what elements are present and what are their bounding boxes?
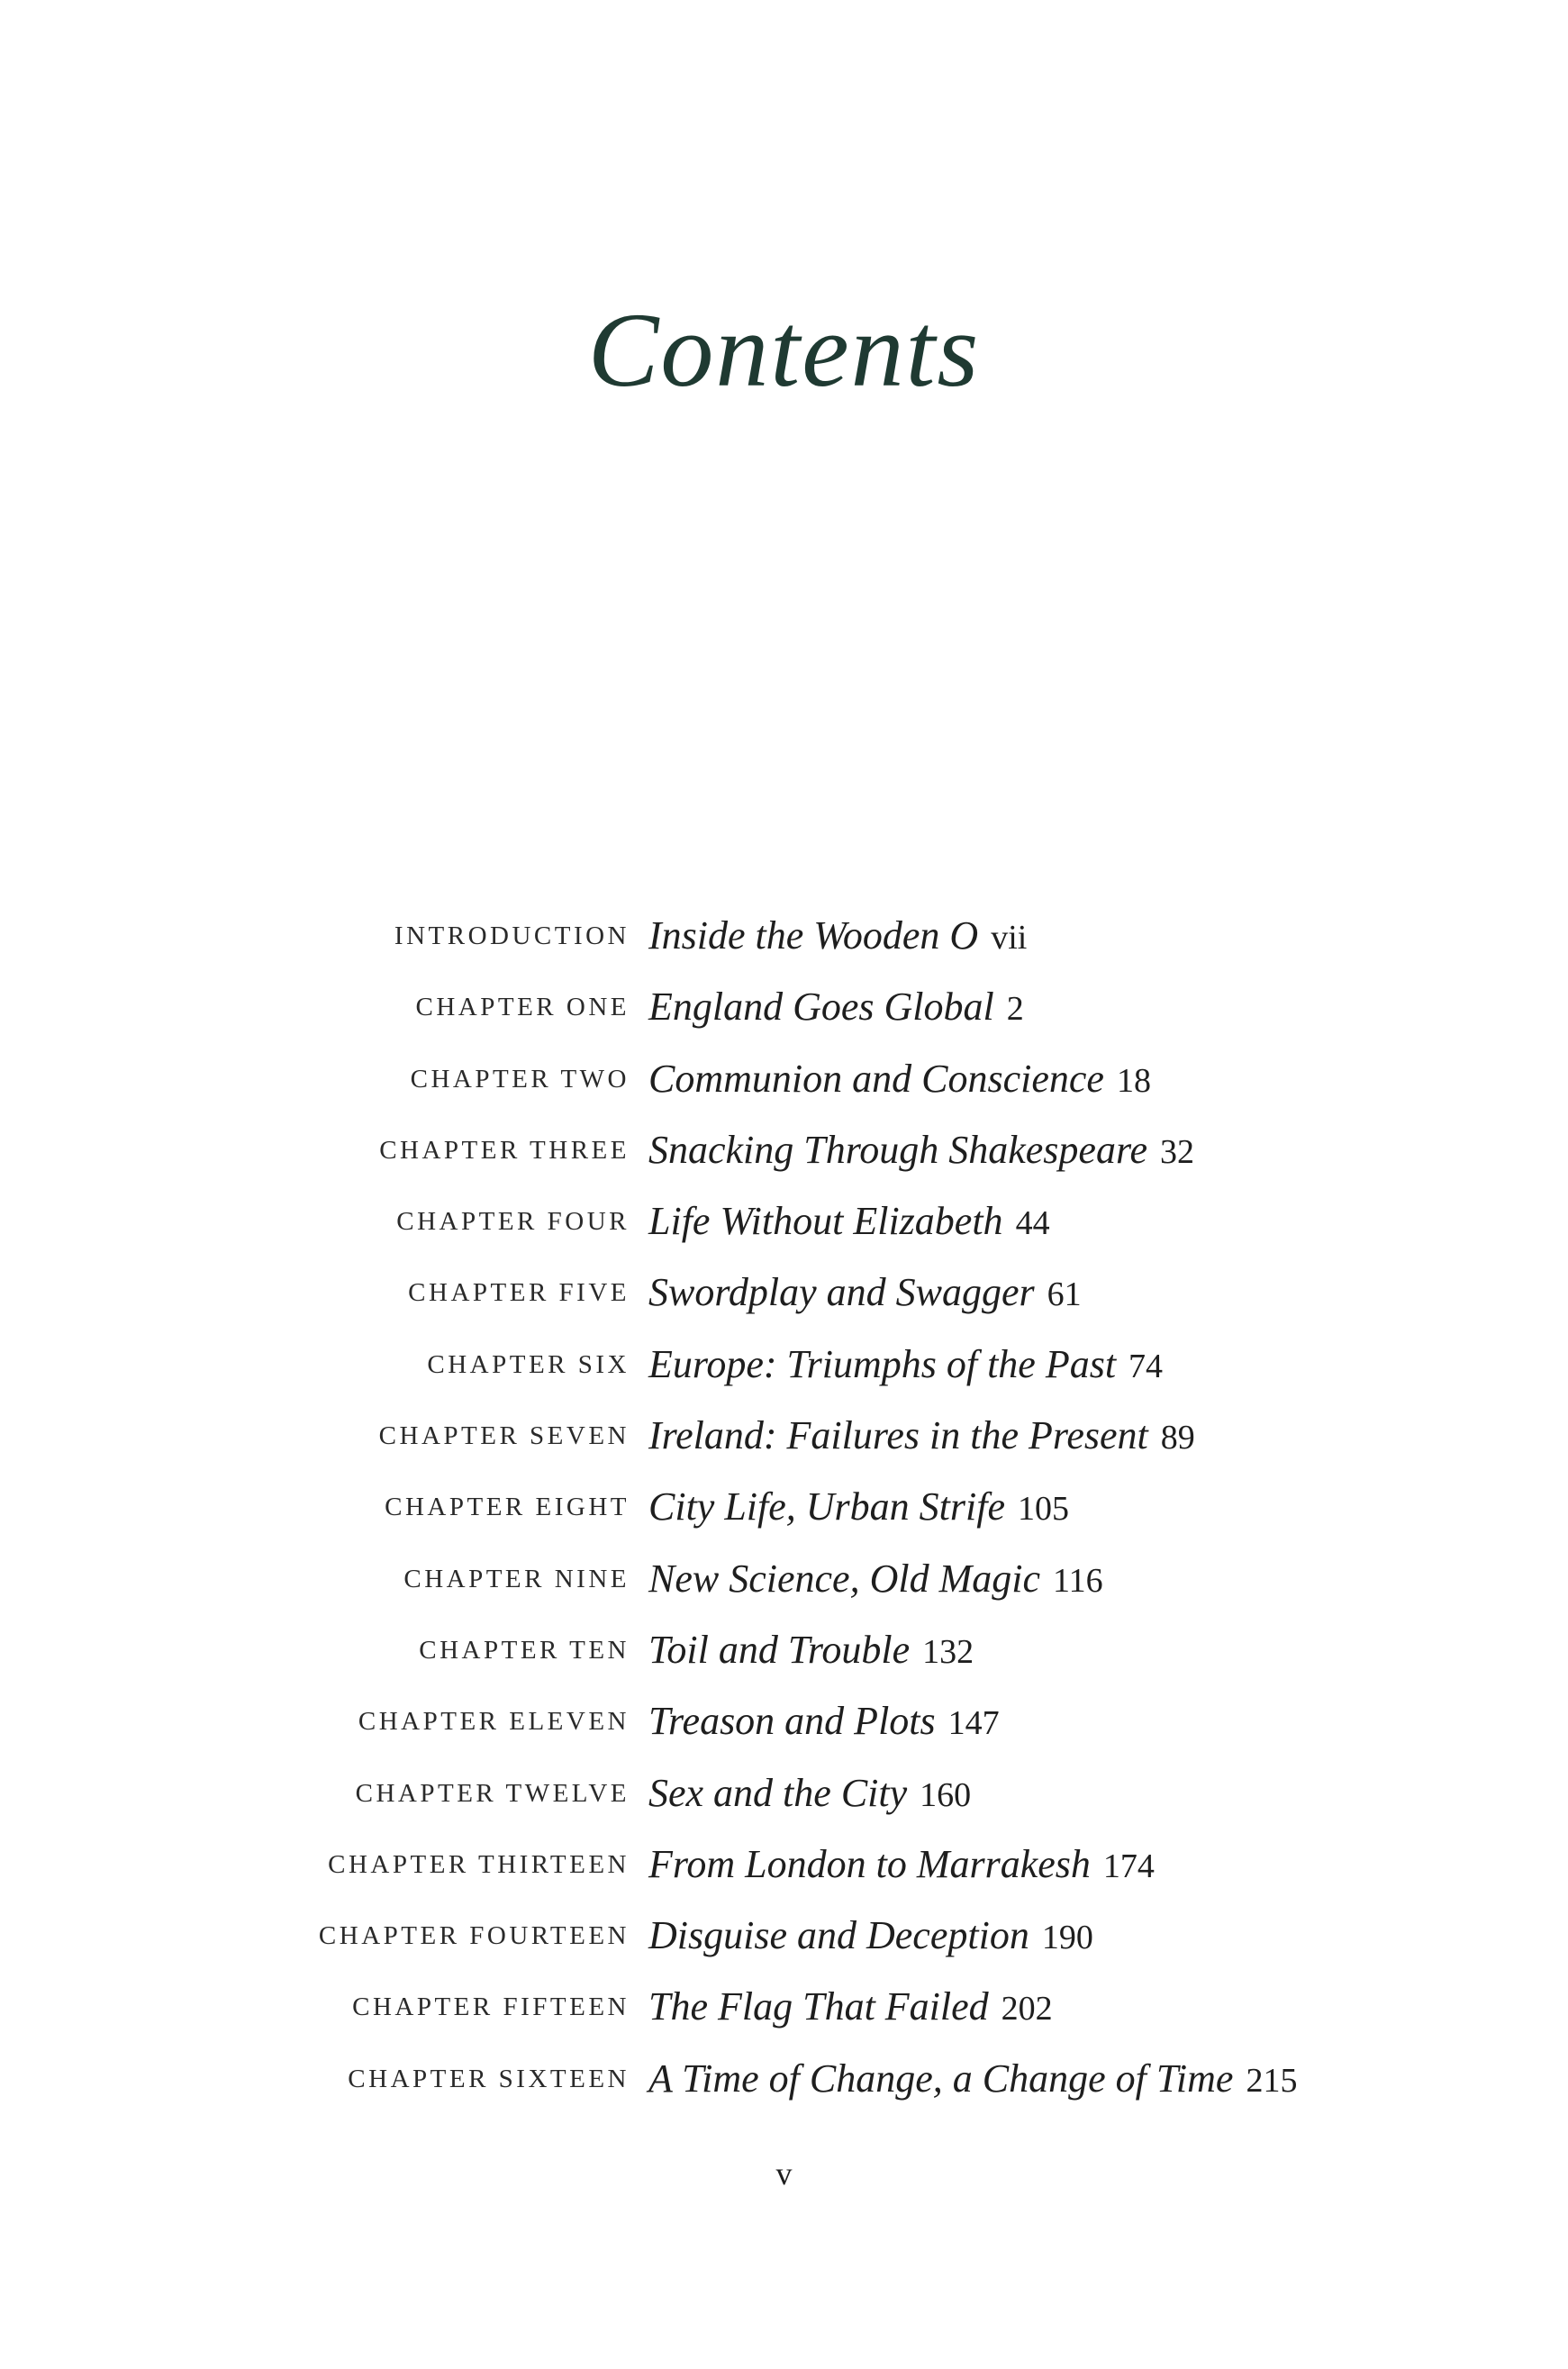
toc-entry (0, 2047, 1568, 2118)
toc-entry-label: CHAPTER FIVE (408, 1278, 630, 1308)
page-title: Contents (587, 291, 981, 409)
toc-entry (0, 1832, 1568, 1903)
toc-entry-page: 147 (947, 1704, 1000, 1743)
toc-entry-title: Snacking Through Shakespeare (648, 1127, 1147, 1172)
toc-entry (0, 1047, 1568, 1118)
toc-entry (0, 1189, 1568, 1260)
toc-entry (0, 1403, 1568, 1475)
toc-entry-link[interactable] (648, 1618, 974, 1692)
toc-entry-link[interactable] (648, 1689, 1000, 1763)
toc-entry-page: vii (991, 919, 1028, 957)
toc-entry (0, 975, 1568, 1046)
toc-entry-label: CHAPTER SIXTEEN (348, 2064, 630, 2093)
toc-entry-label: CHAPTER SEVEN (378, 1421, 630, 1451)
toc-entry-label: CHAPTER FOUR (396, 1207, 630, 1237)
toc-entry-link[interactable] (648, 1547, 1103, 1620)
toc-entry-link[interactable] (648, 1260, 1082, 1334)
toc-entry (0, 1689, 1568, 1760)
toc-entry-link[interactable] (648, 1403, 1195, 1477)
toc-entry (0, 1475, 1568, 1546)
toc-entry-label: CHAPTER THIRTEEN (328, 1849, 630, 1879)
toc-entry-label: INTRODUCTION (394, 921, 630, 950)
toc-entry-page: 190 (1041, 1919, 1093, 1957)
toc-entry-page: 89 (1160, 1419, 1195, 1457)
toc-entry (0, 1547, 1568, 1618)
toc-entry-title: Inside the Wooden O (648, 913, 979, 958)
toc-entry-title: England Goes Global (648, 985, 994, 1030)
toc-entry (0, 1118, 1568, 1189)
toc-entry-title: The Flag That Failed (648, 1984, 989, 2029)
toc-entry-page: 105 (1018, 1490, 1069, 1529)
toc-entry-title: Europe: Triumphs of the Past (648, 1341, 1117, 1386)
toc-entry-page: 132 (922, 1632, 974, 1671)
toc-entry (0, 903, 1568, 975)
toc-entry-label: CHAPTER FOURTEEN (318, 1921, 630, 1951)
toc-entry-title: Ireland: Failures in the Present (648, 1413, 1148, 1458)
toc-entry-title: City Life, Urban Strife (648, 1484, 1005, 1529)
toc-entry-label: CHAPTER TWO (410, 1064, 630, 1094)
toc-entry-link[interactable] (648, 1332, 1163, 1406)
toc-entry-link[interactable] (648, 1974, 1053, 2048)
toc-entry (0, 1903, 1568, 1974)
toc-entry-title: From London to Marrakesh (648, 1841, 1091, 1886)
toc-entry-link[interactable] (648, 1832, 1155, 1906)
page-number: v (775, 2156, 793, 2192)
toc-entry-link[interactable] (648, 1761, 971, 1835)
toc-entry-label: CHAPTER TWELVE (355, 1778, 630, 1808)
toc-entry-page: 61 (1047, 1275, 1082, 1314)
toc-entry-link[interactable] (648, 975, 1024, 1048)
toc-entry-label: CHAPTER THREE (379, 1135, 630, 1165)
toc-entry-link[interactable] (648, 2047, 1297, 2120)
toc-entry-label: CHAPTER FIFTEEN (352, 1992, 630, 2022)
toc-entry-link[interactable] (648, 1903, 1093, 1977)
toc-entry (0, 1332, 1568, 1403)
toc-entry-label: CHAPTER NINE (403, 1564, 630, 1593)
toc-entry (0, 1260, 1568, 1331)
toc-entry-page: 44 (1015, 1204, 1050, 1243)
toc-entry-title: Toil and Trouble (648, 1627, 911, 1672)
toc-entry-label: CHAPTER SIX (427, 1349, 630, 1379)
toc-entry-title: Communion and Conscience (648, 1056, 1104, 1101)
toc-entry-label: CHAPTER TEN (419, 1635, 630, 1665)
toc-entry-title: New Science, Old Magic (648, 1556, 1040, 1601)
toc-entry-link[interactable] (648, 1047, 1151, 1121)
toc-entry-link[interactable] (648, 1475, 1069, 1548)
toc-entry-page: 2 (1006, 990, 1024, 1029)
toc-entry-label: CHAPTER ONE (415, 993, 630, 1022)
toc-entry-title: Sex and the City (648, 1770, 908, 1815)
toc-entry-label: CHAPTER EIGHT (385, 1493, 630, 1522)
toc-entry-page: 116 (1052, 1561, 1103, 1600)
toc-entry-title: A Time of Change, a Change of Time (648, 2056, 1234, 2101)
toc-entry-title: Life Without Elizabeth (648, 1199, 1003, 1244)
toc-entry (0, 1618, 1568, 1689)
toc-entry-page: 74 (1128, 1347, 1164, 1385)
toc-entry-label: CHAPTER ELEVEN (358, 1707, 630, 1737)
toc-entry-page: 215 (1246, 2061, 1298, 2100)
toc-entry-page: 32 (1159, 1132, 1194, 1171)
table-of-contents (0, 903, 1568, 2118)
toc-entry-page: 160 (920, 1775, 972, 1814)
toc-entry (0, 1761, 1568, 1832)
toc-entry-link[interactable] (648, 903, 1027, 977)
toc-entry-link[interactable] (648, 1118, 1194, 1192)
toc-entry-page: 174 (1102, 1847, 1155, 1885)
toc-entry-title: Treason and Plots (648, 1699, 936, 1744)
toc-entry-page: 202 (1001, 1990, 1053, 2029)
toc-entry-link[interactable] (648, 1189, 1050, 1263)
toc-entry-title: Swordplay and Swagger (648, 1270, 1035, 1315)
toc-entry (0, 1974, 1568, 2046)
toc-entry-title: Disguise and Deception (648, 1913, 1029, 1958)
toc-entry-page: 18 (1116, 1061, 1151, 1100)
